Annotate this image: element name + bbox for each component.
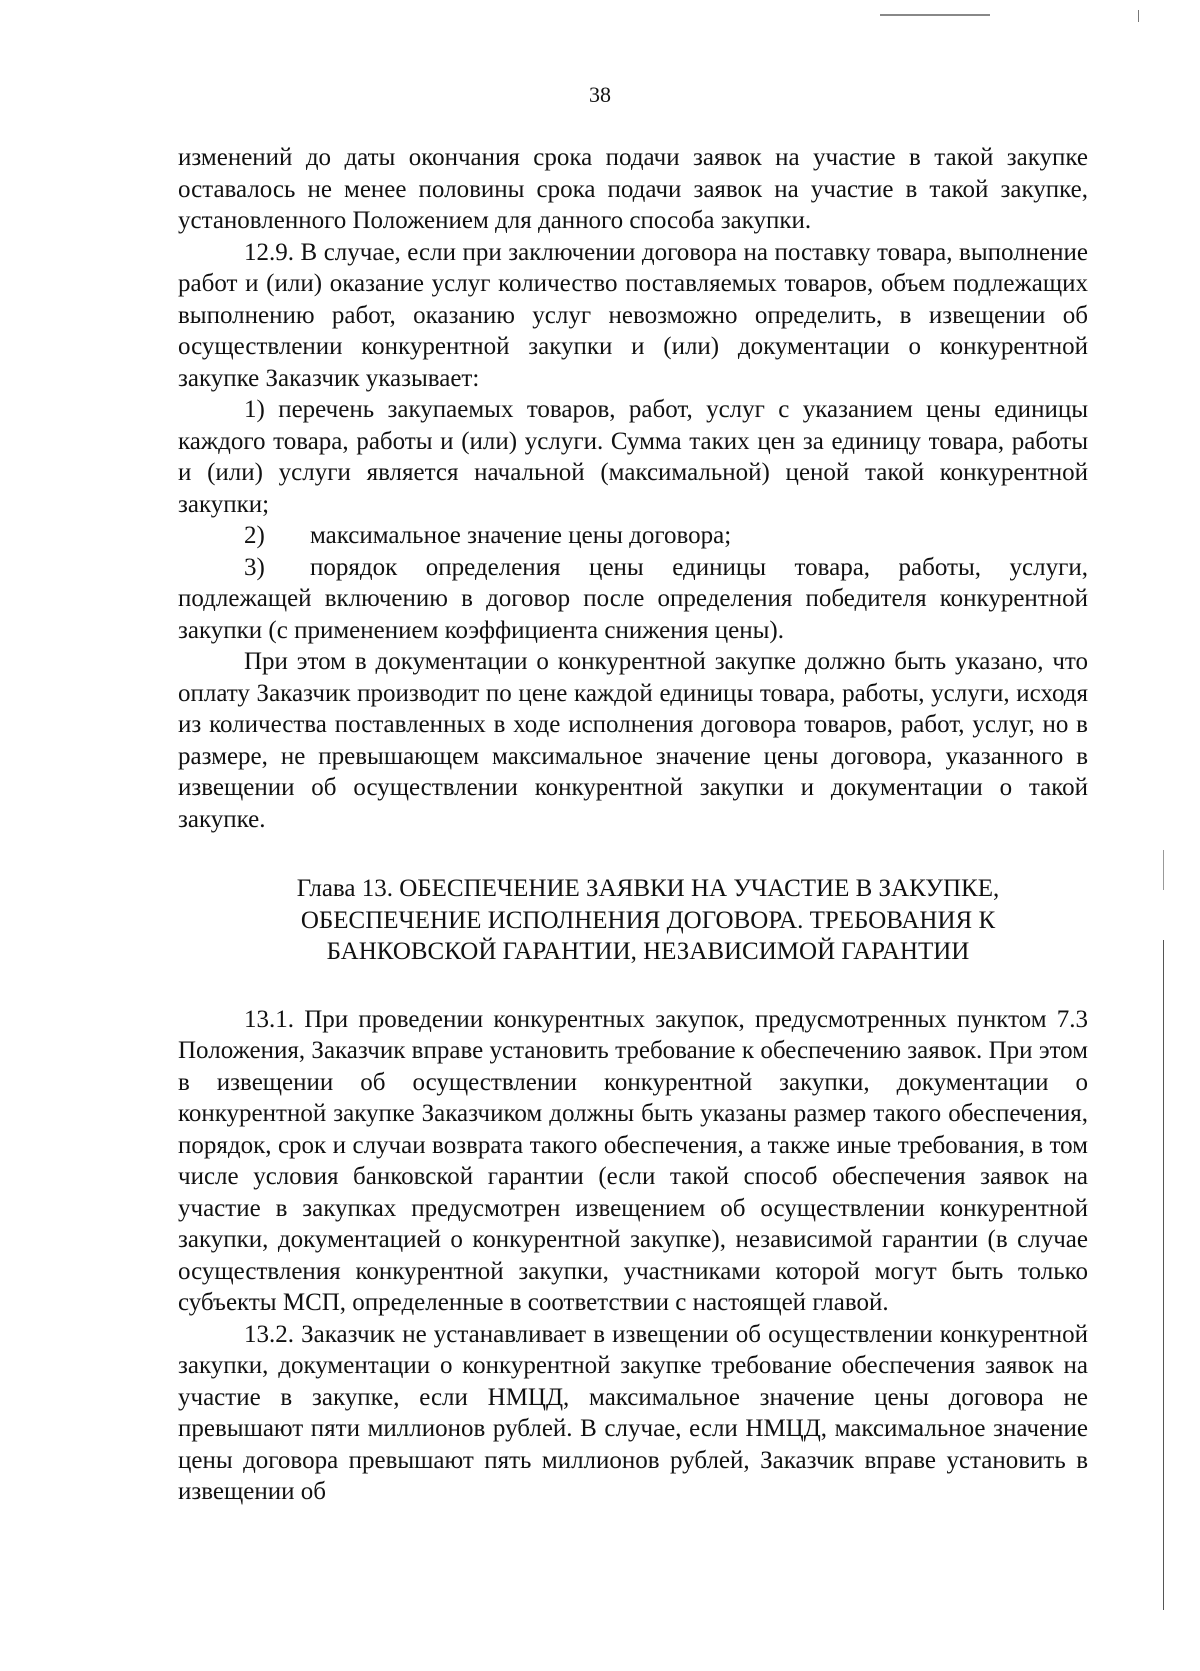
scan-artifact-right-tick xyxy=(1163,850,1164,890)
chapter-title-line-2: ОБЕСПЕЧЕНИЕ ИСПОЛНЕНИЯ ДОГОВОРА. ТРЕБОВАНИЯ К xyxy=(300,906,996,934)
page-number: 38 xyxy=(589,82,611,107)
scan-artifact-right-line xyxy=(1163,940,1164,1610)
paragraph-12-9: 12.9. В случае, если при заключении договора на поставку товара, выполнение работ и (или) оказание услуг количество поставляемых товаров, объем подлежащих выполнению работ, оказанию услуг невозможно определить, в извещении об осуществлении конкурентной закупки и (или) документации о конкурентной закупке Заказчик указывает: xyxy=(178,238,1088,392)
chapter-title xyxy=(178,873,1088,968)
list-item-2-number: 2) xyxy=(244,522,265,549)
paragraph-payment: При этом в документации о конкурентной закупке должно быть указано, что оплату Заказчик производит по цене каждой единицы товара, работы, услуги, исходя из количества поставленных в ходе исполнения договора товаров, работ, услуг, но в размере, не превышающем максимальное значение цены договора, указанного в извещении об осуществлении конкурентной закупки и документации о такой закупке. xyxy=(178,648,1088,833)
list-item-2 xyxy=(178,520,1088,552)
list-item-3-number: 3) xyxy=(244,553,265,581)
list-item-3 xyxy=(178,552,1088,647)
chapter-title-line-3: БАНКОВСКОЙ ГАРАНТИИ, НЕЗАВИСИМОЙ ГАРАНТИИ xyxy=(326,938,970,965)
scan-artifact-top-right xyxy=(1138,10,1139,22)
list-item-2-text: максимальное значение цены договора; xyxy=(310,522,732,549)
scan-artifact-top xyxy=(880,14,990,16)
list-item-3-text: порядок определения цены единицы товара, работы, услуги, подлежащей включению в договор после определения победителя конкурентной закупки (с применением коэффициента снижения цены). xyxy=(178,553,1088,644)
paragraph-continuation: изменений до даты окончания срока подачи заявок на участие в такой закупке оставалось не менее половины срока подачи заявок на участие в такой закупке, установленного Положением для данного способа закупки. xyxy=(178,144,1088,234)
list-item-1: 1) перечень закупаемых товаров, работ, услуг с указанием цены единицы каждого товара, работы и (или) услуги. Сумма таких цен за единицу товара, работы и (или) услуги является начальной (максимальной) ценой такой конкурентной закупки; xyxy=(178,396,1088,518)
section-13-2: 13.2. Заказчик не устанавливает в извещении об осуществлении конкурентной закупки, документации о конкурентной закупке требование обеспечения заявок на участие в закупке, если НМЦД, максимальное значение цены договора не превышают пяти миллионов рублей. В случае, если НМЦД, максимальное значение цены договора превышают пять миллионов рублей, Заказчик вправе установить в извещении об xyxy=(178,1320,1088,1505)
chapter-title-line-1: Глава 13. ОБЕСПЕЧЕНИЕ ЗАЯВКИ НА УЧАСТИЕ В ЗАКУПКЕ, xyxy=(296,875,1000,902)
document-body xyxy=(178,142,1088,1508)
section-13-1: 13.1. При проведении конкурентных закупок, предусмотренных пунктом 7.3 Положения, Заказчик вправе установить требование к обеспечению заявок. При этом в извещении об осуществлении конкурентной закупки, документации о конкурентной закупке Заказчиком должны быть указаны размер такого обеспечения, порядок, срок и случаи возврата такого обеспечения, а также иные требования, в том числе условия банковской гарантии (если такой способ обеспечения заявок на участие в закупках предусмотрен извещением об осуществлении конкурентной закупки, документацией о конкурентной закупке), независимой гарантии (в случае осуществления конкурентной закупки, участниками которой могут быть только субъекты МСП, определенные в соответствии с настоящей главой. xyxy=(178,1005,1088,1316)
